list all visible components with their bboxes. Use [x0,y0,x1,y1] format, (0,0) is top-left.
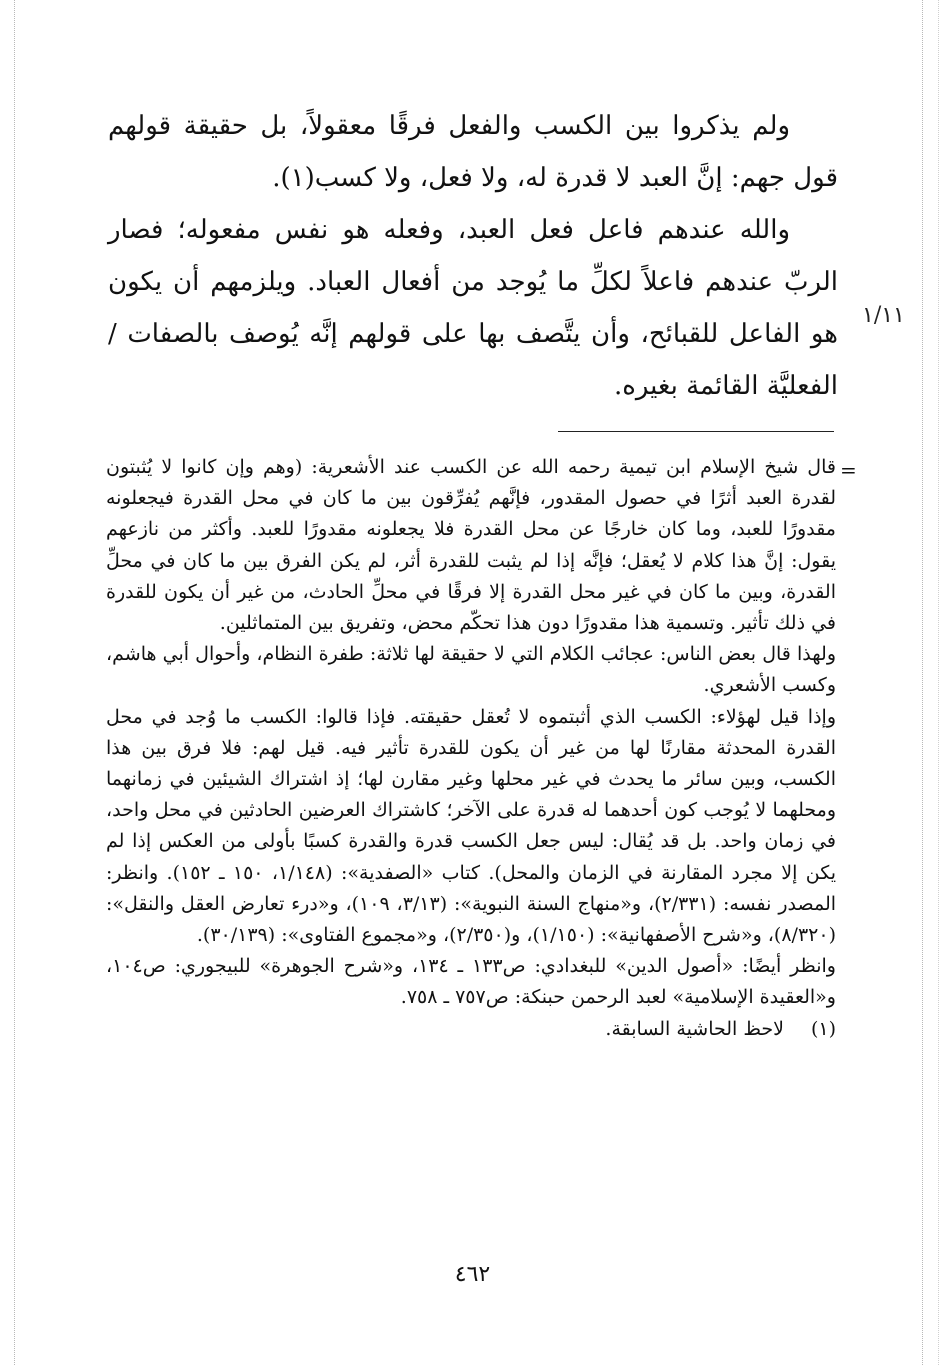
main-paragraph: ولم يذكروا بين الكسب والفعل فرقًا معقولاً، بل حقيقة قولهم قول جهم: إنَّ العبد لا قدرة له، ولا فعل، ولا كسب(١). [108,111,838,193]
footnotes-block [106,452,836,1045]
footnote-paragraph: وإذا قيل لهؤلاء: الكسب الذي أثبتموه لا تُعقل حقيقته. فإذا قالوا: الكسب ما وُجد في محل القدرة المحدثة مقارنًا لها من غير أن يكون للقدرة تأثير فيه. قيل لهم: فلا فرق بين هذا الكسب، وبين سائر ما يحدث في غير محلها وغير مقارن لها؛ إذ اشتراك الشيئين في زمانهما ومحلهما لا يُوجب كون أحدهما له قدرة على الآخر؛ كاشتراك العرضين الحادثين في محل واحد، في زمان واحد. بل قد يُقال: ليس جعل الكسب قدرة والقدرة كسبًا بأولى من العكس إذا لم يكن إلا مجرد المقارنة في الزمان والمحل). كتاب «الصفدية»: (١/١٤٨، ١٥٠ ـ ١٥٢). وانظر: المصدر نفسه: (٢/٣٣١)، و«منهاج السنة النبوية»: (٣/١٣، ١٠٩)، و«درء تعارض العقل والنقل»: (٨/٣٢٠)، و«شرح الأصفهانية»: (١/١٥٠)، و(٢/٣٥٠)، و«مجموع الفتاوى»: (٣٠/١٣٩). [106,705,837,947]
scan-edge-left [14,0,15,1365]
footnote-continuation-mark: = [840,458,857,482]
scan-edge-right [922,0,923,1365]
footnote-paragraph: قال شيخ الإسلام ابن تيمية رحمه الله عن الكسب عند الأشعرية: (وهم وإن كانوا لا يُثبتون لقدرة العبد أثرًا في حصول المقدور، فإنَّهم يُفرِّقون بين ما كان في محل القدرة فيجعلونه مقدورًا للعبد، وما كان خارجًا عن محل القدرة فلا يجعلونه مقدورًا للعبد. وأكثر من نازعهم يقول: إنَّ هذا كلام لا يُعقل؛ فإنَّه إذا لم يثبت للقدرة أثر، لم يكن الفرق بين ما كان في محلِّ القدرة، وبين ما كان في غير محل القدرة إلا فرقًا في محلِّ الحادث، من غير أن يكون للقدرة في ذلك تأثير. وتسمية هذا مقدورًا دون هذا تحكّم محض، وتفريق بين المتماثلين. [106,456,836,635]
main-text-block [108,100,838,412]
footnote-item [106,1014,836,1045]
page-number: ٤٦٢ [454,1262,491,1287]
footnote-paragraph: ولهذا قال بعض الناس: عجائب الكلام التي لا حقيقة لها ثلاثة: طفرة النظام، وأحوال أبي هاشم، وكسب الأشعري. [106,643,836,697]
margin-line-reference: ١/١١ [862,303,905,328]
footnote-text: لاحظ الحاشية السابقة. [605,1017,784,1040]
footnote-paragraph: وانظر أيضًا: «أصول الدين» للبغدادي: ص١٣٣ ـ ١٣٤، و«شرح الجوهرة» للبيجوري: ص١٠٤، و«العقيدة الإسلامية» لعبد الرحمن حبنكة: ص٧٥٧ ـ ٧٥٨. [106,955,836,1009]
scan-edge-right-outer [938,0,939,1365]
footnote-separator [558,431,834,432]
main-paragraph: والله عندهم فاعل فعل العبد، وفعله هو نفس مفعوله؛ فصار الربّ عندهم فاعلاً لكلِّ ما يُوجد من أفعال العباد. ويلزمهم أن يكون هو الفاعل للقبائح، وأن يتَّصف بها على قولهم إنَّه يُوصف بالصفات / الفعليَّة القائمة بغيره. [108,215,838,401]
footnote-number: (١) [810,1017,836,1040]
